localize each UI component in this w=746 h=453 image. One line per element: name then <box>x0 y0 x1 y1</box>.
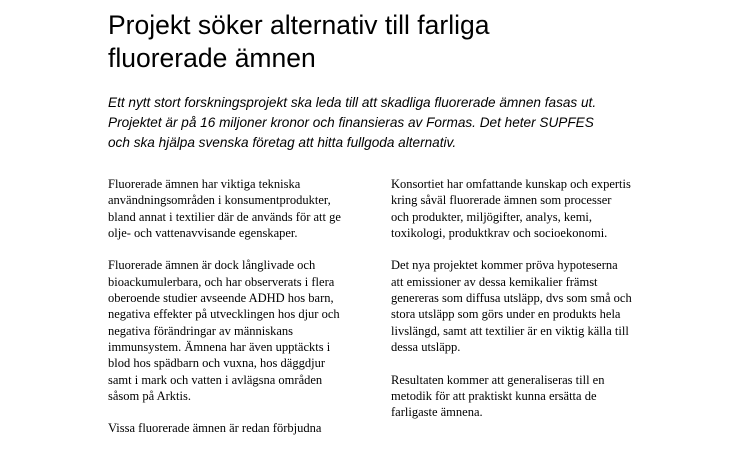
article-title <box>108 9 668 75</box>
body-paragraph <box>391 176 671 241</box>
body-line: genereras som diffusa utsläpp, dvs som små och <box>391 291 632 306</box>
body-line: Konsortiet har omfattande kunskap och expertis <box>391 177 631 191</box>
body-line: farligaste ämnena. <box>391 405 483 420</box>
body-line: negativa effekter på utvecklingen hos djur och <box>108 307 340 322</box>
body-line: livslängd, samt att textilier är en viktig källa till <box>391 323 629 338</box>
body-line: bioackumulerbara, och har observerats i flera <box>108 274 335 289</box>
body-line: Fluorerade ämnen har viktiga tekniska <box>108 177 301 191</box>
body-paragraph <box>108 420 388 436</box>
body-paragraph <box>108 176 388 241</box>
body-line: immunsystem. Ämnena har även upptäckts i <box>108 339 331 354</box>
body-line: olje- och vattenavvisande egenskaper. <box>108 225 298 240</box>
title-line: Projekt söker alternativ till farliga <box>108 10 490 40</box>
left-column <box>108 176 388 453</box>
body-line: såsom på Arktis. <box>108 388 191 403</box>
body-line: att emissioner av dessa kemikalier främst <box>391 274 598 289</box>
ingress-line: Projektet är på 16 miljoner kronor och finansieras av Formas. Det heter SUPFES <box>108 115 594 130</box>
body-line: Vissa fluorerade ämnen är redan förbjudna <box>108 421 322 436</box>
article-ingress <box>108 93 708 153</box>
title-line: fluorerade ämnen <box>108 43 316 73</box>
body-line: toxikologi, produktkrav och socioekonomi. <box>391 225 608 240</box>
body-line: oberoende studier avseende ADHD hos barn, <box>108 291 334 306</box>
body-line: dessa utsläpp. <box>391 339 461 354</box>
body-line: bland annat i textilier där de används för att ge <box>108 209 341 224</box>
body-line: Fluorerade ämnen är dock långlivade och <box>108 258 316 273</box>
body-line: stora utsläpp som görs under en produkts hela <box>391 307 621 322</box>
body-paragraph <box>108 257 388 404</box>
body-line: blod hos spädbarn och vuxna, hos däggdjur <box>108 356 325 371</box>
body-line: användningsområden i konsumentprodukter, <box>108 193 331 208</box>
body-line: och produkter, miljögifter, analys, kemi, <box>391 209 593 224</box>
body-line: negativa förändringar av människans <box>108 323 294 338</box>
body-line: kring såväl fluorerade ämnen som processer <box>391 193 612 208</box>
body-line: samt i mark och vatten i avlägsna områden <box>108 372 323 387</box>
right-column <box>391 176 671 437</box>
body-paragraph <box>391 372 671 421</box>
body-line: Resultaten kommer att generaliseras till en <box>391 372 605 387</box>
ingress-line: Ett nytt stort forskningsprojekt ska leda till att skadliga fluorerade ämnen fasas ut. <box>108 95 597 110</box>
ingress-line: och ska hjälpa svenska företag att hitta fullgoda alternativ. <box>108 135 457 150</box>
body-paragraph <box>391 257 671 355</box>
body-line: metodik för att praktiskt kunna ersätta de <box>391 388 597 403</box>
body-line: Det nya projektet kommer pröva hypoteserna <box>391 258 618 273</box>
